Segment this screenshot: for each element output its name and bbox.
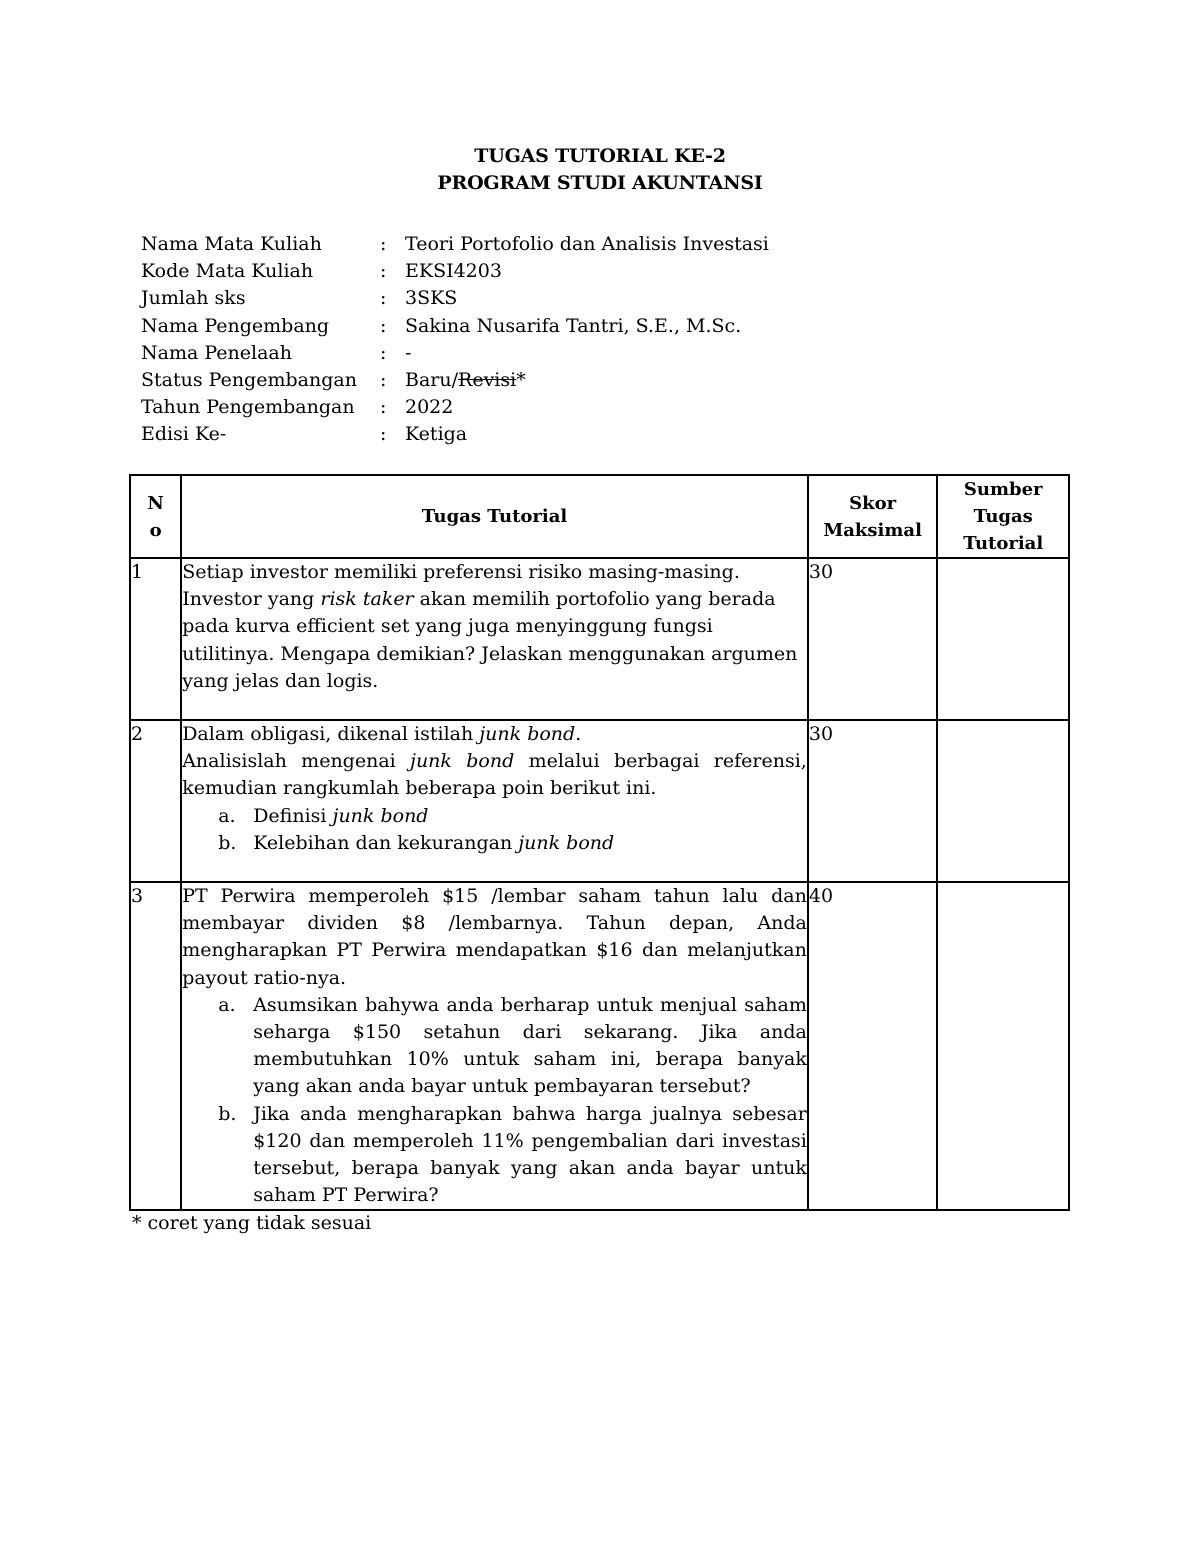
meta-label: Nama Penelaah [141,341,292,364]
meta-colon: : [380,233,387,255]
task-number: 1 [130,558,181,720]
meta-label: Status Pengembangan [141,368,357,391]
task-text: Setiap investor memiliki preferensi risiko masing-masing. Investor yang risk taker akan memilih portofolio yang berada pada kurva efficient set yang juga menyinggung fungsi utilitinya. Mengapa demikian? Jelaskan menggunakan argumen yang jelas dan logis. [181,558,808,720]
meta-value: - [405,341,412,364]
header-no: N o [130,475,181,558]
meta-colon: : [380,341,387,364]
status-asterisk: * [516,368,526,391]
meta-value: Teori Portofolio dan Analisis Investasi [405,233,769,255]
document-subtitle: PROGRAM STUDI AKUNTANSI [437,172,763,194]
list-item: b. Kelebihan dan kekurangan junk bond [218,831,615,854]
meta-value: 3SKS [405,287,458,310]
task-source [937,720,1069,882]
meta-label: Kode Mata Kuliah [141,260,314,283]
tutorial-task-table [129,474,1070,1211]
document-title: TUGAS TUTORIAL KE-2 [474,145,726,167]
meta-colon: : [380,260,387,283]
meta-colon: : [380,396,387,419]
task-number: 3 [130,882,181,1210]
list-item: a. Asumsikan bahywa anda berharap untuk menjual saham seharga $150 setahun dari sekarang. Jika anda membutuhkan 10% untuk saham ini, berapa banyak yang akan anda bayar untuk pembayaran tersebut? [218,993,807,1098]
table-header-row [130,475,1069,558]
meta-colon: : [380,314,387,337]
meta-label: Edisi Ke- [141,423,227,446]
meta-label: Nama Mata Kuliah [141,233,322,255]
task-source [937,558,1069,720]
task-score: 30 [808,558,938,720]
status-new: Baru/ [405,368,459,391]
meta-value [405,367,526,394]
task-score: 40 [808,882,938,1210]
list-item: a. Definisi junk bond [218,804,429,827]
meta-label: Tahun Pengembangan [141,396,355,419]
task-text: PT Perwira memperoleh $15 /lembar saham tahun lalu dan membayar dividen $8 /lembarnya. Tahun depan, Anda mengharapkan PT Perwira mendapatkan $16 dan melanjutkan payout ratio-nya. a. Asumsikan bahywa anda berharap untuk menjual saham seharga $150 setahun dari sekarang. Jika anda membutuhkan 10% untuk saham ini, berapa banyak yang akan anda bayar untuk pembayaran tersebut? b. Jika anda mengharapkan bahwa harga jualnya sebesar $120 dan memperoleh 11% pengembalian dari investasi tersebut, berapa banyak yang akan anda bayar untuk saham PT Perwira? [181,882,808,1210]
table-row [130,558,1069,720]
task-number: 2 [130,720,181,882]
meta-colon: : [380,423,387,446]
header-max-score: Skor Maksimal [808,475,938,558]
meta-colon: : [380,368,387,391]
header-task: Tugas Tutorial [181,475,808,558]
header-task-source: Sumber Tugas Tutorial [937,475,1069,558]
task-score: 30 [808,720,938,882]
meta-label: Nama Pengembang [141,314,330,337]
status-revision-struck: Revisi [458,368,517,391]
table-row [130,720,1069,882]
meta-colon: : [380,287,387,310]
meta-value: Sakina Nusarifa Tantri, S.E., M.Sc. [405,314,742,337]
meta-value: Ketiga [405,423,468,446]
list-item: b. Jika anda mengharapkan bahwa harga jualnya sebesar $120 dan memperoleh 11% pengembalian dari investasi tersebut, berapa banyak yang akan anda bayar untuk saham PT Perwira? [218,1102,807,1207]
table-row [130,882,1069,1210]
meta-value: 2022 [405,396,454,419]
task-source [937,882,1069,1210]
meta-label: Jumlah sks [141,287,246,310]
meta-value: EKSI4203 [405,260,502,283]
task-text: Dalam obligasi, dikenal istilah junk bond. Analisislah mengenai junk bond melalui berbagai referensi, kemudian rangkumlah beberapa poin berikut ini. a. Definisi junk bond b. Kelebihan dan kekurangan junk bond [181,720,808,882]
footnote: * coret yang tidak sesuai [132,1212,372,1234]
